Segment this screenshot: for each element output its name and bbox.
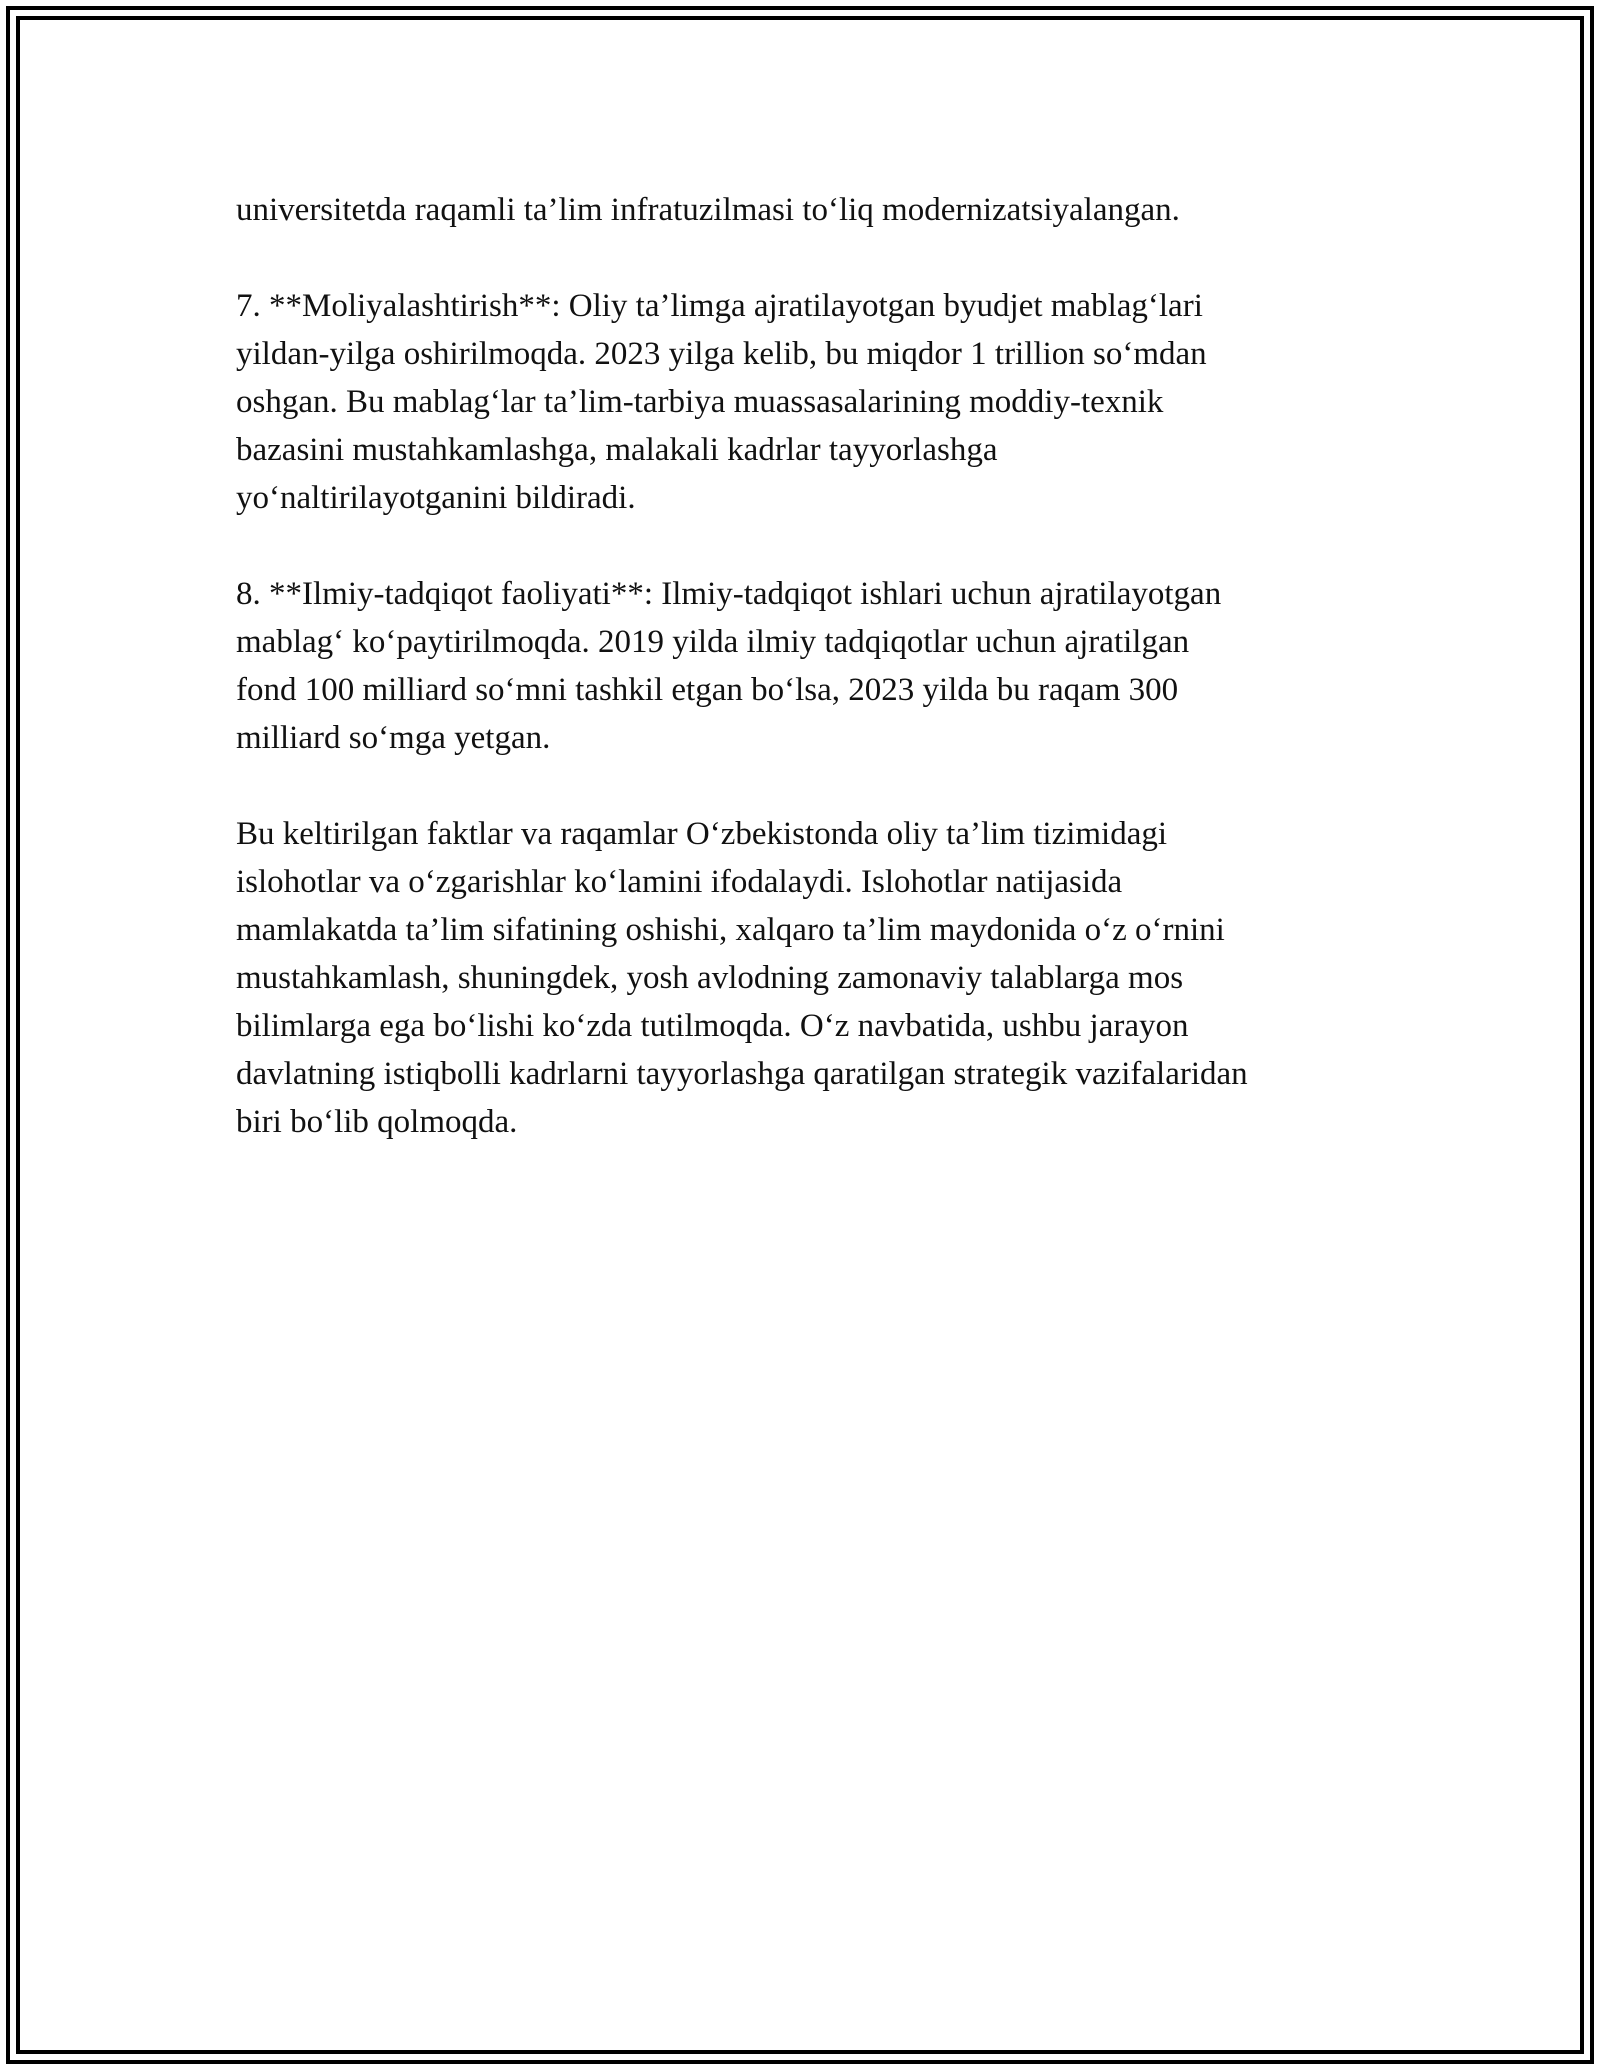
text-line: davlatning istiqbolli kadrlarni tayyorlashga qaratilgan strategik vazifalaridan [236, 1056, 1248, 1092]
text-line: milliard so‘mga yetgan. [236, 720, 551, 756]
text-line: Bu keltirilgan faktlar va raqamlar O‘zbekistonda oliy ta’lim tizimidagi [236, 816, 1168, 852]
document-body [236, 186, 1386, 1194]
text-line: mablag‘ ko‘paytirilmoqda. 2019 yilda ilmiy tadqiqotlar uchun ajratilgan [236, 624, 1190, 660]
text-line: yildan-yilga oshirilmoqda. 2023 yilga kelib, bu miqdor 1 trillion so‘mdan [236, 336, 1207, 372]
text-line: mamlakatda ta’lim sifatining oshishi, xalqaro ta’lim maydonida o‘z o‘rnini [236, 912, 1225, 948]
text-line: islohotlar va o‘zgarishlar ko‘lamini ifodalaydi. Islohotlar natijasida [236, 864, 1123, 900]
paragraph-continuation [236, 186, 1386, 234]
text-line: 7. **Moliyalashtirish**: Oliy ta’limga ajratilayotgan byudjet mablag‘lari [236, 288, 1203, 324]
paragraph-item-8-research [236, 570, 1386, 762]
paragraph-item-7-financing [236, 282, 1386, 522]
text-line: mustahkamlash, shuningdek, yosh avlodning zamonaviy talablarga mos [236, 960, 1184, 996]
text-line: oshgan. Bu mablag‘lar ta’lim-tarbiya muassasalarining moddiy-texnik [236, 384, 1164, 420]
text-line: bilimlarga ega bo‘lishi ko‘zda tutilmoqda. O‘z navbatida, ushbu jarayon [236, 1008, 1189, 1044]
paragraph-conclusion [236, 810, 1386, 1146]
text-line: bazasini mustahkamlashga, malakali kadrlar tayyorlashga [236, 432, 998, 468]
text-line: yo‘naltirilayotganini bildiradi. [236, 480, 636, 516]
text-line: 8. **Ilmiy-tadqiqot faoliyati**: Ilmiy-tadqiqot ishlari uchun ajratilayotgan [236, 576, 1222, 612]
text-line: universitetda raqamli ta’lim infratuzilmasi to‘liq modernizatsiyalangan. [236, 192, 1180, 228]
text-line: biri bo‘lib qolmoqda. [236, 1104, 518, 1140]
text-line: fond 100 milliard so‘mni tashkil etgan bo‘lsa, 2023 yilda bu raqam 300 [236, 672, 1179, 708]
